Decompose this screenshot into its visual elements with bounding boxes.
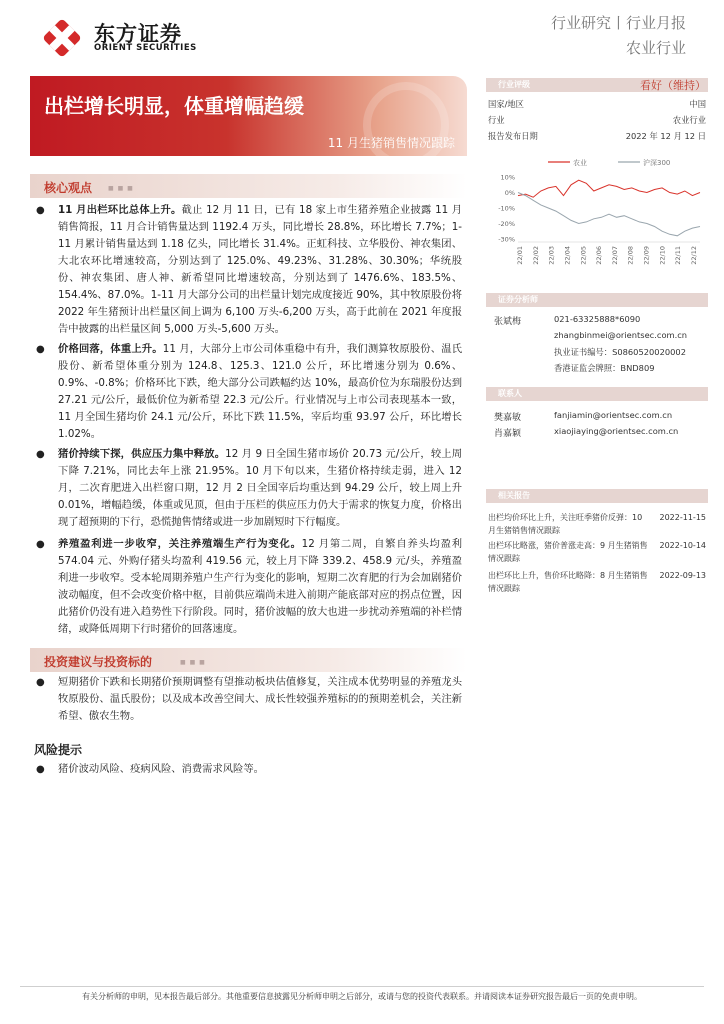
x-tick-label: 22/04 [563,246,572,265]
y-tick-label: 10% [500,173,515,182]
bullet-dot-icon: ● [36,764,45,775]
industry-name: 农业行业 [625,39,686,57]
core-point-3-lead: 猪价持续下探，供应压力集中释放。 [58,448,226,460]
contact-2-email[interactable]: xiaojiaying@orientsec.com.cn [554,426,679,436]
related-report-1-title[interactable]: 出栏均价环比上升，关注旺季猪价反弹：10 月生猪销售情况跟踪 [488,513,643,535]
analyst-label: 证券分析师 [498,295,538,304]
rating-row-date-value: 2022 年 12 月 12 日 [625,131,706,141]
industry-performance-chart [488,156,706,276]
x-tick-label: 22/05 [579,246,588,265]
x-tick-label: 22/10 [658,246,667,265]
analyst-license: 执业证书编号：S0860520020002 [554,347,686,357]
related-report-3-date: 2022-09-13 [659,571,706,580]
core-point-2 [36,341,463,443]
core-point-1 [36,202,463,338]
related-report-2-date: 2022-10-14 [659,541,706,550]
footer-disclaimer: 有关分析师的申明，见本报告最后部分。其他重要信息披露见分析师申明之后部分，或请与您的投资代表联系。并请阅读本证券研究报告最后一页的免责申明。 [82,992,642,1001]
series-line [518,193,700,236]
core-point-2-text: 11 月，大部分上市公司体重稳中有升，我们测算牧原股份、温氏股份、新希望体重分别为 124.8、125.3、121.0 公斤，环比增速分别为 0.6%、0.9%、-0.8%；价格环比下跌，绝大部分公司跌幅约达 10%，最高价位为东瑞股份达到 27.21 元/公斤，最低价位为新希望 22.3 元/公斤。行业情况与上市公司表现基本一致，11 月全国生猪均价 24.1 元/公斤，环比下跌 11.5%，宰后均重 93.97 公斤，环比增长 1.02%。 [58,343,463,440]
analyst-phone: 021-63325888*6090 [554,314,641,324]
section-advice-title: 投资建议与投资标的 [44,655,153,669]
contact-1-name: 樊嘉敏 [494,413,522,423]
related-label: 相关报告 [498,491,530,500]
rating-label: 行业评级 [498,80,530,89]
x-tick-label: 22/11 [674,246,683,265]
y-tick-label: -30% [498,235,515,244]
section-advice-header [30,648,467,672]
x-tick-label: 22/09 [642,246,651,265]
core-point-4 [36,536,463,638]
contact-2-name: 肖嘉颖 [494,429,522,439]
core-point-4-text: 12 月第二周，自繁自养头均盈利 574.04 元、外购仔猪头均盈利 419.56 元，较上月下降 339.2、458.9 元/头，养殖盈利进一步收窄。受本轮周期养殖户生产行为变化的影响，短期二次育肥的行为会加剧猪价波动幅度，但不会改变价格中枢，目前供应端尚未进入前期产能底部对应的拐点位置，因此猪价仍没有进入趋势性下行阶段。同时，猪价波幅的放大也进一步扰动养殖端的补栏情绪，或降低周期下行时猪价的回落速度。 [58,538,463,635]
bullet-dot-icon: ● [36,449,45,460]
report-subtitle: 11 月生猪销售情况跟踪 [327,136,455,150]
bullet-dot-icon: ● [36,344,45,355]
y-tick-label: 0% [504,189,515,198]
x-tick-label: 22/06 [595,246,604,265]
bullet-dot-icon: ● [36,677,45,688]
related-report-3-title[interactable]: 出栏环比上升，售价环比略降：8 月生猪销售情况跟踪 [488,571,648,593]
contacts-bar [486,387,708,401]
y-tick-label: -10% [498,204,515,213]
analyst-hk-license: 香港证监会牌照：BND809 [554,363,655,373]
bullet-dot-icon: ● [36,205,45,216]
report-title: 出栏增长明显，体重增幅趋缓 [44,94,304,118]
x-tick-label: 22/12 [690,246,698,265]
doc-type: 行业研究丨行业月报 [550,14,686,32]
section-risk-title: 风险提示 [34,743,83,757]
brand-name-en: ORIENT SECURITIES [94,43,197,53]
legend-label: 农业 [573,159,587,167]
section-dots-icon: ■ ■ ■ [180,659,206,666]
contact-1-email[interactable]: fanjiamin@orientsec.com.cn [554,410,673,420]
section-dots-icon: ■ ■ ■ [108,185,134,192]
brand-name-cn: 东方证券 [94,22,182,46]
contacts-label: 联系人 [498,389,522,398]
core-point-3-text: 12 月 9 日全国生猪市场价 20.73 元/公斤，较上周下降 7.21%，同比去年上涨 21.95%。10 月下旬以来，生猪价格持续走弱，进入 12 月，二次育肥进入出栏窗口期，12 月 2 日全国宰后均重达到 94.29 公斤，较上周上升 0.01%，增幅趋缓，体重或见顶，但由于压栏的供应压力仍大于需求的恢复力度，价格出现了超预期的下行，恐慌抛售情绪或进一步加剧短时下行幅度。 [58,448,463,528]
rating-row-industry-value: 农业行业 [672,115,706,125]
section-core-title: 核心观点 [44,181,93,195]
title-banner [30,76,467,156]
related-report-1-date: 2022-11-15 [659,513,706,522]
analyst-email[interactable]: zhangbinmei@orientsec.com.cn [554,330,688,340]
rating-row-industry-key: 行业 [488,115,505,125]
rating-row-date-key: 报告发布日期 [488,131,538,141]
analyst-bar [486,293,708,307]
x-tick-label: 22/07 [610,246,619,265]
advice-point-1 [36,674,462,725]
rating-value: 看好（维持） [640,79,706,92]
footer-divider [20,986,704,987]
rating-row-region-value: 中国 [689,99,706,109]
section-core-header [30,174,467,198]
orient-securities-logo-icon [42,18,82,58]
advice-point-1-text: 短期猪价下跌和长期猪价预期调整有望推动板块估值修复，关注成本优势明显的养殖龙头牧原股份、温氏股份；以及成本改善空间大、成长性较强养殖标的的预期差机会，关注新希望、傲农生物。 [58,676,462,722]
related-bar [486,489,708,503]
rating-row-region-key: 国家/地区 [488,99,524,109]
x-tick-label: 22/08 [626,246,635,265]
bullet-dot-icon: ● [36,539,45,550]
x-tick-label: 22/02 [531,246,540,265]
x-tick-label: 22/01 [516,246,524,265]
series-line [518,180,700,197]
legend-label: 沪深300 [643,159,671,167]
related-report-2-title[interactable]: 出栏环比略涨，猪价普涨走高：9 月生猪销售情况跟踪 [488,541,648,563]
y-tick-label: -20% [498,219,515,228]
core-point-2-lead: 价格回落，体重上升。 [58,343,163,355]
risk-point-1-text: 猪价波动风险、疫病风险、消费需求风险等。 [58,763,264,775]
x-tick-label: 22/03 [547,246,556,265]
risk-point-1 [36,761,462,778]
core-point-1-text: 截止 12 月 11 日，已有 18 家上市生猪养殖企业披露 11 月销售简报，11 月合计销售量达到 1192.4 万头，同比增长 28.8%，环比增长 7.7%；1-11 月累计销售量达到 1.18 亿头，同比增长 31.4%。正虹科技、立华股份、神农集团、大北农环比增速较高，分别达到了 125.0%、49.23%、31.28%、30.30%；华统股份、神农集团、唐人神、新希望同比增速较高，分别达到了 1476.6%、183.5%、154.4%、87.0%。1-11 月大部分公司的出栏量计划完成度接近 90%，其中牧原股份将 2022 年生猪预计出栏量区间上调为 6,100 万头-6,200 万头，高于此前在 2021 年度报告中披露的出栏量区间 5,000 万头-5,600 万头。 [58,204,463,335]
core-point-1-lead: 11 月出栏环比总体上升。 [58,204,182,216]
core-point-3 [36,446,463,531]
analyst-name: 张斌梅 [494,317,522,327]
core-point-4-lead: 养殖盈利进一步收窄，关注养殖端生产行为变化。 [58,538,302,550]
